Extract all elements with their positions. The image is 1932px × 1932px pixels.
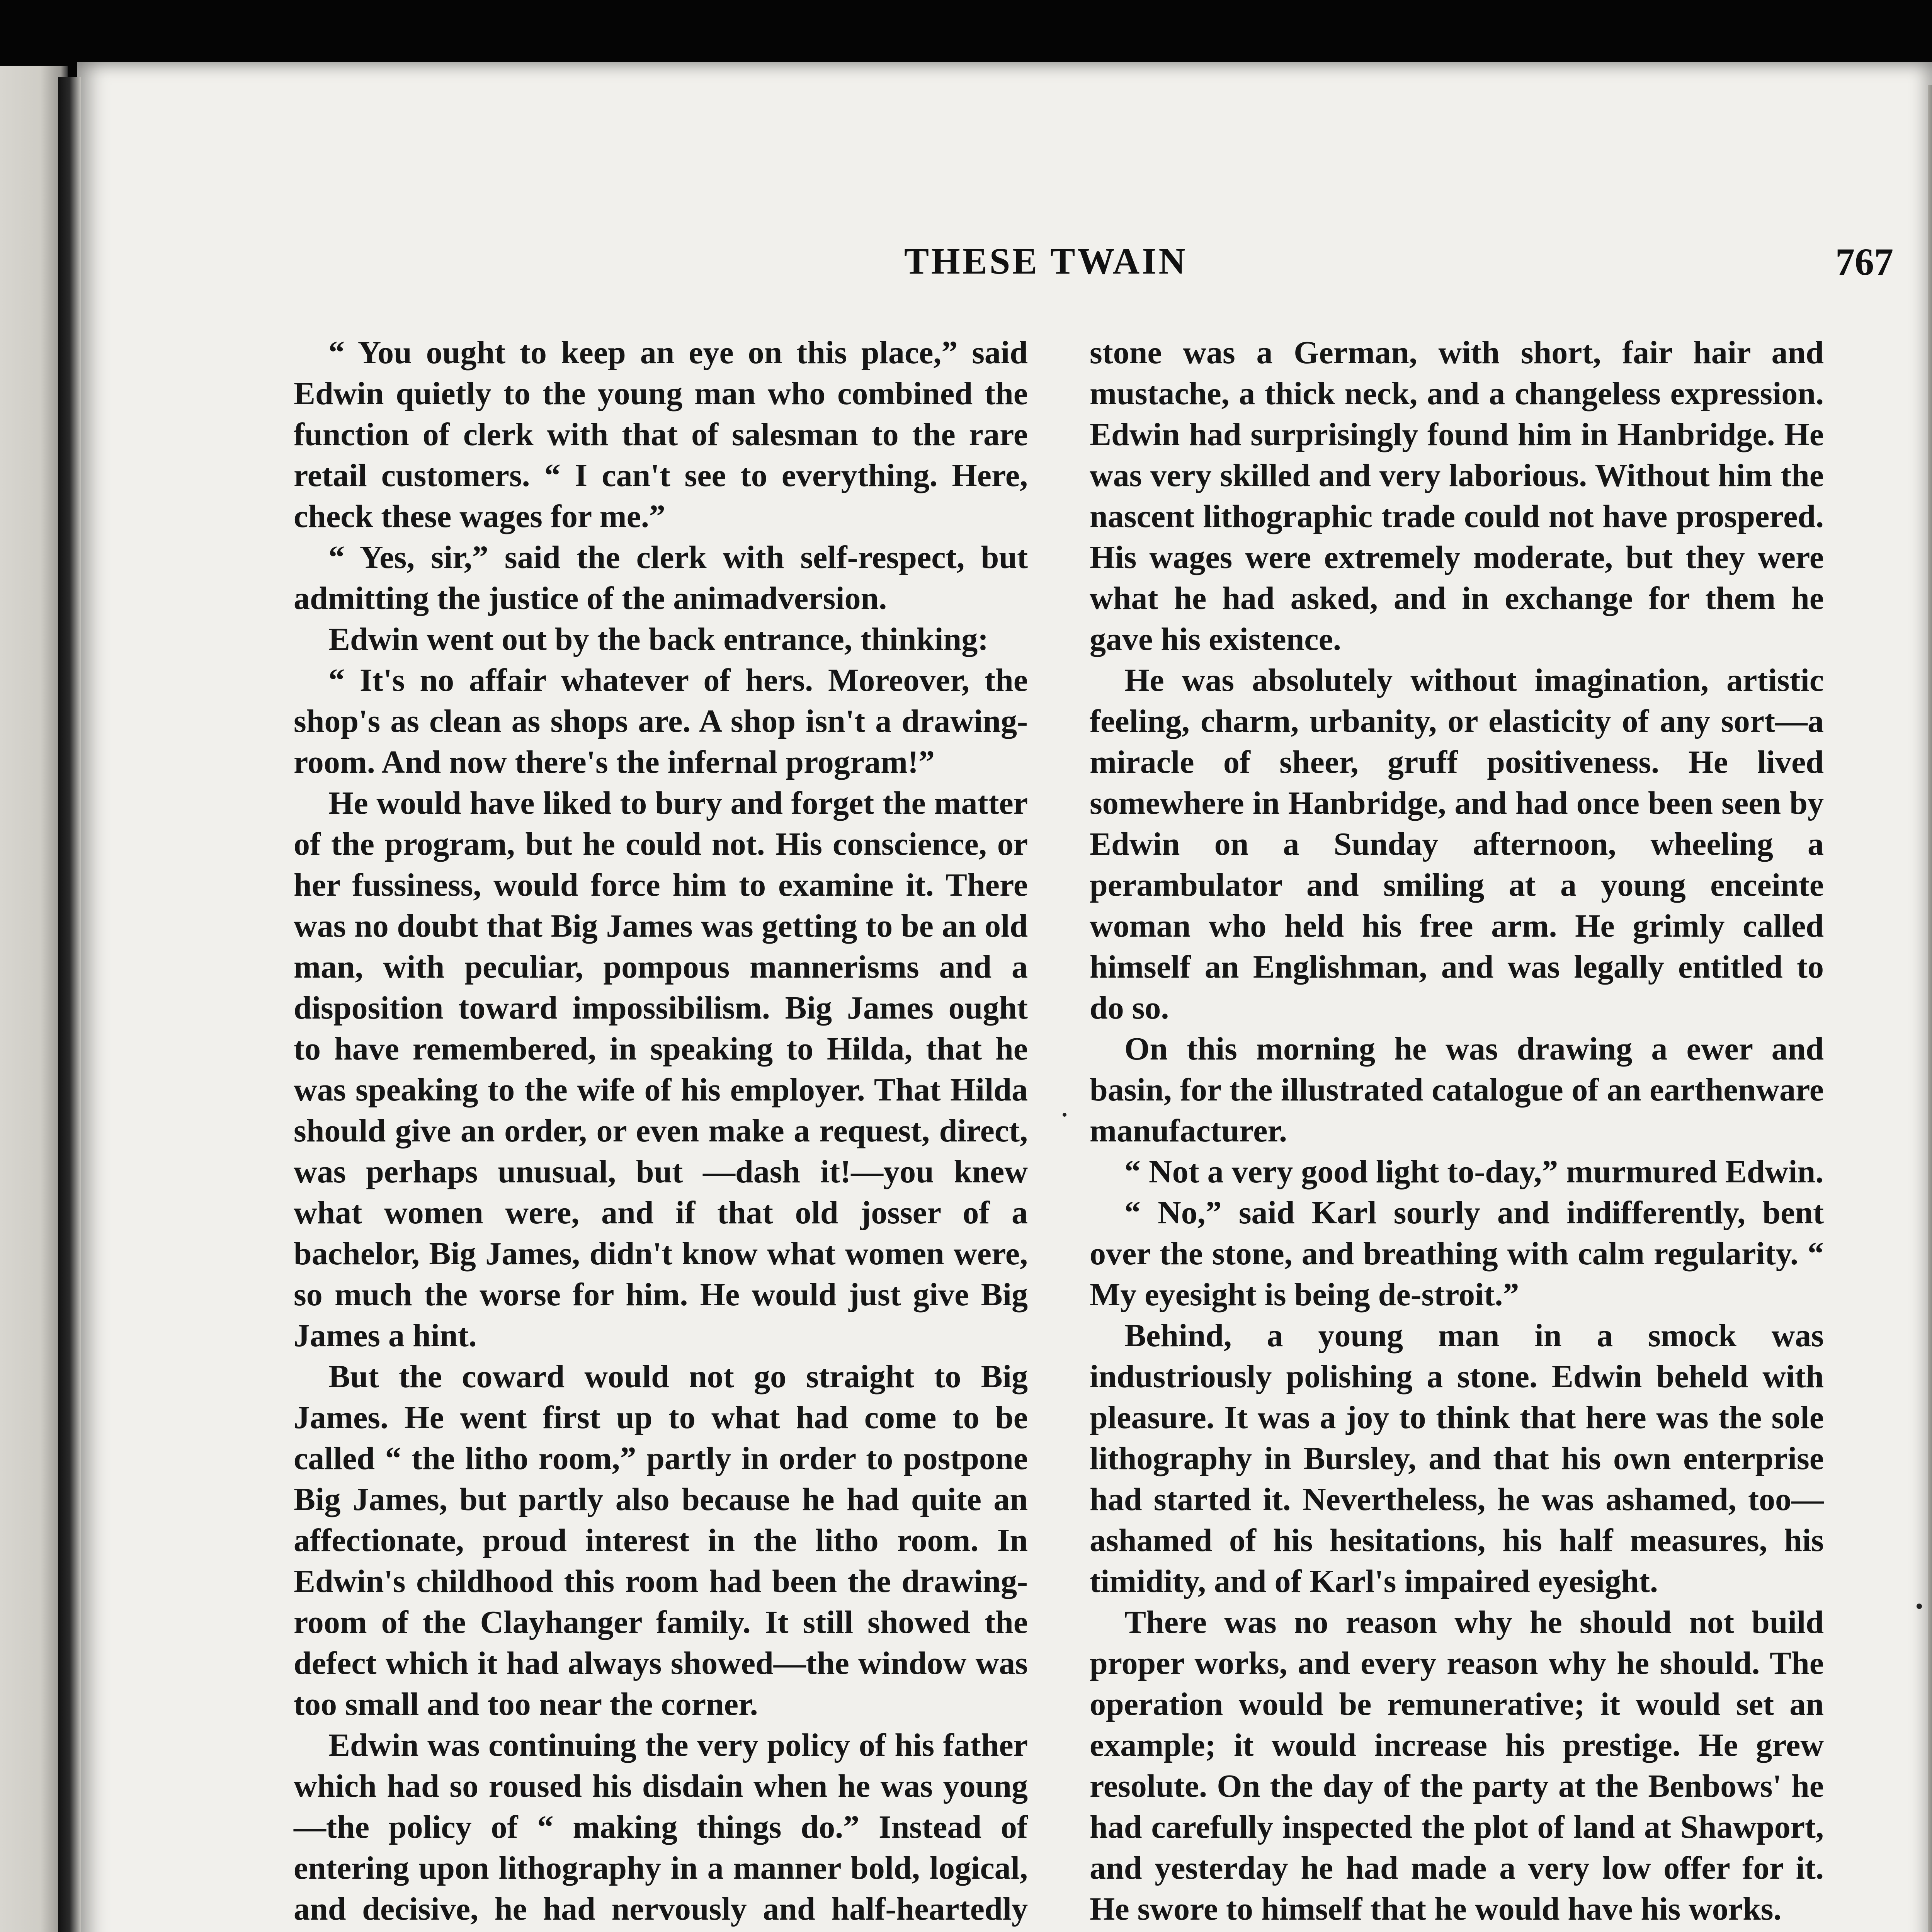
dust-speck (1063, 1113, 1066, 1117)
paragraph: Edwin went out by the back entrance, thinking: (328, 621, 989, 657)
paragraph: There was no reason why he should not build proper works, and every reason why he should. The operation would be remunerative; it would set an example; it would increase his prestige. He grew resolute. On the day of the party at the Benbows' he had carefully inspected the plot of land at Shawport, and yesterday he had made a very low offer for it. He swore to himself that he would have his works. (1090, 1604, 1824, 1927)
paragraph: Behind, a young man in a smock was industriously polishing a stone. Edwin beheld with pleasure. It was a joy to think that here was the sole lithography in Bursley, and that his own enterprise had started it. Nevertheless, he was ashamed, too—ashamed of his hesitations, his half measures, his timidity, and of Karl's impaired eyesight. (1090, 1318, 1824, 1599)
paragraph: “ It's no affair whatever of hers. Moreover, the shop's as clean as shops are. A shop isn't a drawing-room. And now there's the infernal program!” (294, 662, 1028, 780)
paragraph: stone was a German, with short, fair hair and mustache, a thick neck, and a changeless expression. Edwin had surprisingly found him in Hanbridge. He was very skilled and very laborious. Without him the nascent lithographic trade could not have prospered. His wages were extremely moderate, but they were what he had asked, and in exchange for them he gave his existence. (1090, 335, 1824, 657)
gutter-shadow (58, 77, 81, 1932)
paragraph: Edwin was continuing the very policy of his father which had so roused his disdain when he was young—the policy of “ making things do.” Instead of entering upon lithography in a manner bold, logical, and decisive, he had nervously and half-heartedly (294, 1727, 1028, 1927)
paragraph: But the coward would not go straight to Big James. He went first up to what had come to be called “ the litho room,” partly in order to postpone Big James, but partly also because he had quite an affectionate, proud interest in the litho room. In Edwin's childhood this room had been the drawing-room of the Clayhanger family. It still showed the defect which it had always showed—the window was too small and too near the corner. (294, 1359, 1028, 1722)
page-right-edge (1928, 85, 1932, 1932)
paragraph: He would have liked to bury and forget the matter of the program, but he could not. His conscience, or her fussiness, would force him to examine it. There was no doubt that Big James was getting to be an old man, with peculiar, pompous mannerisms and a disposition toward impossibilism. Big James ought to have remembered, in speaking to Hilda, that he was speaking to the wife of his employer. That Hilda should give an order, or even make a request, direct, was perhaps unusual, but —dash it!—you knew what women were, and if that old josser of a bachelor, Big James, didn't know what women were, so much the worse for him. He would just give Big James a hint. (294, 785, 1028, 1354)
paragraph (1090, 1930, 1824, 1932)
dust-speck (1917, 1604, 1922, 1609)
paragraph: He was absolutely without imagination, artistic feeling, charm, urbanity, or elasticity of any sort—a miracle of sheer, gruff positiveness. He lived somewhere in Hanbridge, and had once been seen by Edwin on a Sunday afternoon, wheeling a perambulator and smiling at a young enceinte woman who held his free arm. He grimly called himself an Englishman, and was legally entitled to do so. (1090, 662, 1824, 1026)
left-text-column (294, 332, 1028, 1932)
running-head: THESE TWAIN (904, 240, 1188, 282)
page-number: 767 (1835, 240, 1893, 283)
paragraph: “ You ought to keep an eye on this place,” said Edwin quietly to the young man who combined the function of clerk with that of salesman to the rare retail customers. “ I can't see to everything. Here, check these wages for me.” (294, 335, 1028, 534)
paragraph: “ Not a very good light to-day,” murmured Edwin. (1124, 1154, 1824, 1190)
right-text-column (1090, 332, 1824, 1932)
left-page-edge (0, 66, 68, 1932)
paragraph: “ Yes, sir,” said the clerk with self-respect, but admitting the justice of the animadversion. (294, 539, 1028, 616)
paragraph: “ No,” said Karl sourly and indifferently, bent over the stone, and breathing with calm regularity. “ My eyesight is being de-stroit.” (1090, 1195, 1824, 1313)
paragraph: On this morning he was drawing a ewer and basin, for the illustrated catalogue of an earthenware manufacturer. (1090, 1031, 1824, 1149)
